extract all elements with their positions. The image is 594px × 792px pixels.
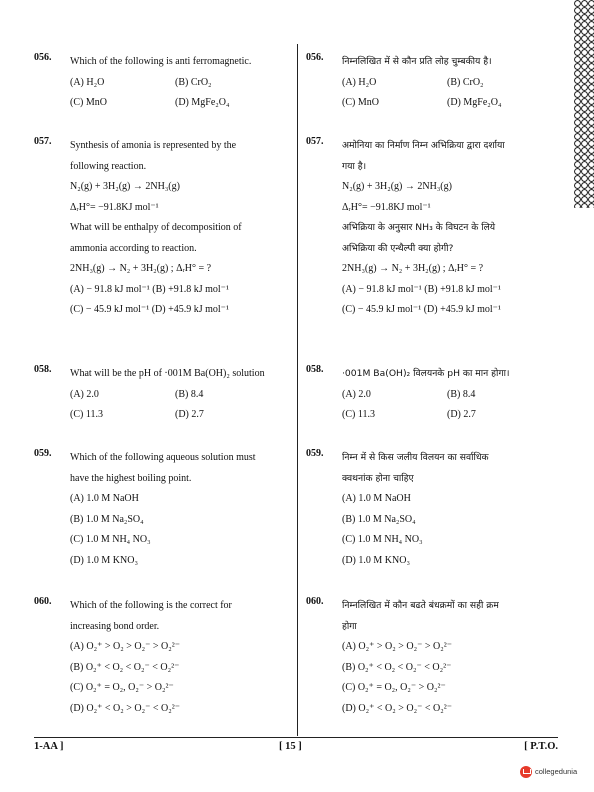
question-text: have the highest boiling point. (70, 472, 192, 484)
logo-icon (520, 766, 532, 778)
option-a: (A) 2.0 (342, 388, 371, 400)
question-text: अमोनिया का निर्माण निम्न अभिक्रिया द्वारा दर्शाया (342, 140, 505, 151)
option-c: (C) 1.0 M NH₄ NO₃ (70, 534, 151, 545)
paper-code: 1-AA ] (34, 741, 64, 752)
question-number: 058. (34, 364, 52, 375)
option-c: (C) 1.0 M NH₄ NO₃ (342, 534, 423, 545)
option-a: (A) 2.0 (70, 388, 99, 400)
option-d: (D) O₂⁺ < O₂ > O₂⁻ < O₂²⁻ (342, 702, 452, 714)
option-a: (A) 1.0 M NaOH (70, 493, 139, 504)
option-d: (D) MgFe₂O₄ (447, 97, 502, 108)
question-text: increasing bond order. (70, 620, 160, 632)
option-a: (A) O₂⁺ > O₂ > O₂⁻ > O₂²⁻ (342, 641, 452, 652)
option-row: (C) − 45.9 kJ mol⁻¹ (D) +45.9 kJ mol⁻¹ (70, 304, 229, 315)
option-b: (B) 1.0 M Na₂SO₄ (70, 513, 144, 525)
column-divider (297, 44, 298, 736)
hindi-column (306, 52, 558, 732)
question-text: अभिक्रिया की एन्थैल्पी क्या होगी? (342, 242, 454, 254)
question-number: 059. (306, 448, 324, 459)
option-d: (D) 2.7 (447, 409, 476, 420)
option-b: (B) 8.4 (175, 388, 204, 400)
question-text: Which of the following is anti ferromagnetic. (70, 56, 252, 67)
question-text: ammonia according to reaction. (70, 242, 197, 254)
english-column (34, 52, 292, 732)
option-d: (D) 2.7 (175, 409, 204, 420)
option-row: (C) − 45.9 kJ mol⁻¹ (D) +45.9 kJ mol⁻¹ (342, 304, 501, 315)
question-text: निम्नलिखित में से कौन प्रति लोह चुम्बकीय है। (342, 56, 492, 67)
reaction-equation: 2NH₃(g) → N₂ + 3H₂(g) ; ΔᵣH° = ? (70, 263, 212, 274)
enthalpy-value: ΔᵣH°= −91.8KJ mol⁻¹ (70, 201, 159, 213)
question-text: Which of the following is the correct for (70, 600, 232, 611)
question-text: निम्नलिखित में कौन बढते बंधक्रमों का सही क्रम (342, 600, 499, 611)
option-b: (B) CrO₂ (175, 76, 212, 88)
question-text: ·001M Ba(OH)₂ विलयनके pH का मान होगा। (342, 368, 510, 379)
page-number: [ 15 ] (279, 741, 302, 752)
option-c: (C) MnO (342, 97, 379, 108)
decorative-border (574, 0, 594, 208)
question-text: Synthesis of amonia is represented by the (70, 140, 237, 151)
reaction-equation: N₂(g) + 3H₂(g) → 2NH₃(g) (70, 181, 180, 192)
option-d: (D) MgFe₂O₄ (175, 97, 230, 108)
question-number: 056. (34, 52, 52, 63)
option-c: (C) O₂⁺ = O₂, O₂⁻ > O₂²⁻ (70, 682, 174, 693)
option-b: (B) O₂⁺ < O₂ < O₂⁻ < O₂²⁻ (342, 661, 452, 673)
reaction-equation: 2NH₃(g) → N₂ + 3H₂(g) ; ΔᵣH° = ? (342, 263, 484, 274)
option-c: (C) 11.3 (70, 409, 103, 420)
option-a: (A) O₂⁺ > O₂ > O₂⁻ > O₂²⁻ (70, 641, 180, 652)
collegedunia-logo (520, 766, 577, 778)
question-text: Which of the following aqueous solution must (70, 452, 256, 463)
question-number: 060. (306, 596, 324, 607)
option-b: (B) 1.0 M Na₂SO₄ (342, 513, 416, 525)
footer-rule (34, 737, 558, 738)
option-d: (D) 1.0 M KNO₃ (70, 554, 138, 566)
option-c: (C) MnO (70, 97, 107, 108)
question-number: 058. (306, 364, 324, 375)
enthalpy-value: ΔᵣH°= −91.8KJ mol⁻¹ (342, 201, 431, 213)
question-number: 056. (306, 52, 324, 63)
option-b: (B) O₂⁺ < O₂ < O₂⁻ < O₂²⁻ (70, 661, 180, 673)
question-number: 057. (306, 136, 324, 147)
question-text: What will be the pH of ·001M Ba(OH)₂ solution (70, 368, 265, 379)
option-row: (A) − 91.8 kJ mol⁻¹ (B) +91.8 kJ mol⁻¹ (70, 283, 229, 295)
logo-text: collegedunia (535, 767, 578, 776)
option-d: (D) O₂⁺ < O₂ > O₂⁻ < O₂²⁻ (70, 702, 180, 714)
question-text: following reaction. (70, 160, 147, 172)
option-a: (A) H₂O (70, 76, 105, 88)
pto-label: [ P.T.O. (524, 741, 558, 752)
option-b: (B) CrO₂ (447, 76, 484, 88)
question-number: 057. (34, 136, 52, 147)
option-c: (C) 11.3 (342, 409, 375, 420)
question-number: 059. (34, 448, 52, 459)
option-a: (A) 1.0 M NaOH (342, 493, 411, 504)
option-b: (B) 8.4 (447, 388, 476, 400)
question-text: होगा (342, 620, 357, 632)
option-a: (A) H₂O (342, 76, 377, 88)
question-text: निम्न में से किस जलीय विलयन का सर्वाधिक (342, 452, 489, 463)
question-text: What will be enthalpy of decomposition of (70, 222, 242, 233)
question-number: 060. (34, 596, 52, 607)
option-c: (C) O₂⁺ = O₂, O₂⁻ > O₂²⁻ (342, 682, 446, 693)
option-row: (A) − 91.8 kJ mol⁻¹ (B) +91.8 kJ mol⁻¹ (342, 283, 501, 295)
page-footer (34, 741, 558, 755)
reaction-equation: N₂(g) + 3H₂(g) → 2NH₃(g) (342, 181, 452, 192)
question-text: क्वथनांक होना चाहिए (342, 472, 414, 484)
option-d: (D) 1.0 M KNO₃ (342, 554, 410, 566)
question-text: गया है। (342, 160, 367, 172)
question-text: अभिक्रिया के अनुसार NH₃ के विघटन के लिये (342, 222, 496, 233)
